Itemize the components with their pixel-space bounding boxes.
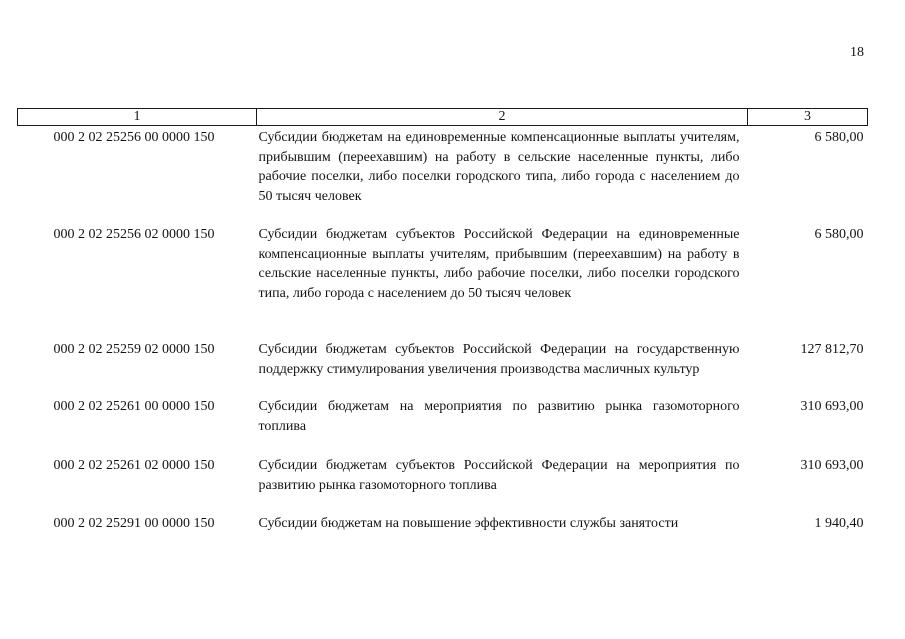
column-header-1: 1 (18, 109, 257, 126)
budget-description: Субсидии бюджетам на повышение эффективности службы занятости (258, 516, 679, 531)
budget-code: 000 2 02 25261 00 0000 150 (53, 399, 215, 414)
budget-amount: 127 812,70 (800, 342, 864, 357)
budget-code: 000 2 02 25291 00 0000 150 (53, 516, 215, 531)
budget-amount: 1 940,40 (814, 516, 864, 531)
header-row (18, 109, 868, 126)
table-row (18, 456, 868, 514)
table-row (18, 225, 868, 340)
budget-code: 000 2 02 25261 02 0000 150 (53, 458, 215, 473)
budget-code: 000 2 02 25256 02 0000 150 (53, 227, 215, 242)
budget-code: 000 2 02 25256 00 0000 150 (53, 130, 215, 145)
budget-amount: 6 580,00 (814, 130, 864, 145)
table-header (18, 109, 868, 126)
budget-description: Субсидии бюджетам субъектов Российской Федерации на мероприятия по развитию рынка газомоторного топлива (258, 458, 740, 493)
column-header-3: 3 (748, 109, 868, 126)
budget-description: Субсидии бюджетам субъектов Российской Федерации на единовременные компенсационные выплаты учителям, прибывшим (переехавшим) на работу в сельские населенные пункты, либо рабочие поселки, либо поселки городского типа, либо города с населением до 50 тысяч человек (258, 227, 740, 301)
table-row (18, 340, 868, 397)
budget-code: 000 2 02 25259 02 0000 150 (53, 342, 215, 357)
page-number: 18 (850, 45, 864, 60)
table-body (18, 126, 868, 539)
budget-description: Субсидии бюджетам субъектов Российской Федерации на государственную поддержку стимулирования увеличения производства масличных культур (258, 342, 740, 377)
budget-revenue-table (17, 108, 868, 538)
budget-description: Субсидии бюджетам на единовременные компенсационные выплаты учителям, прибывшим (переехавшим) на работу в сельские населенные пункты, либо рабочие поселки, либо поселки городского типа, либо города с населением до 50 тысяч человек (258, 130, 740, 204)
budget-amount: 310 693,00 (800, 458, 864, 473)
budget-amount: 6 580,00 (814, 227, 864, 242)
table-row (18, 514, 868, 538)
column-header-2: 2 (257, 109, 748, 126)
table-row (18, 397, 868, 456)
table-row (18, 126, 868, 226)
budget-description: Субсидии бюджетам на мероприятия по развитию рынка газомоторного топлива (258, 399, 740, 434)
budget-amount: 310 693,00 (800, 399, 864, 414)
